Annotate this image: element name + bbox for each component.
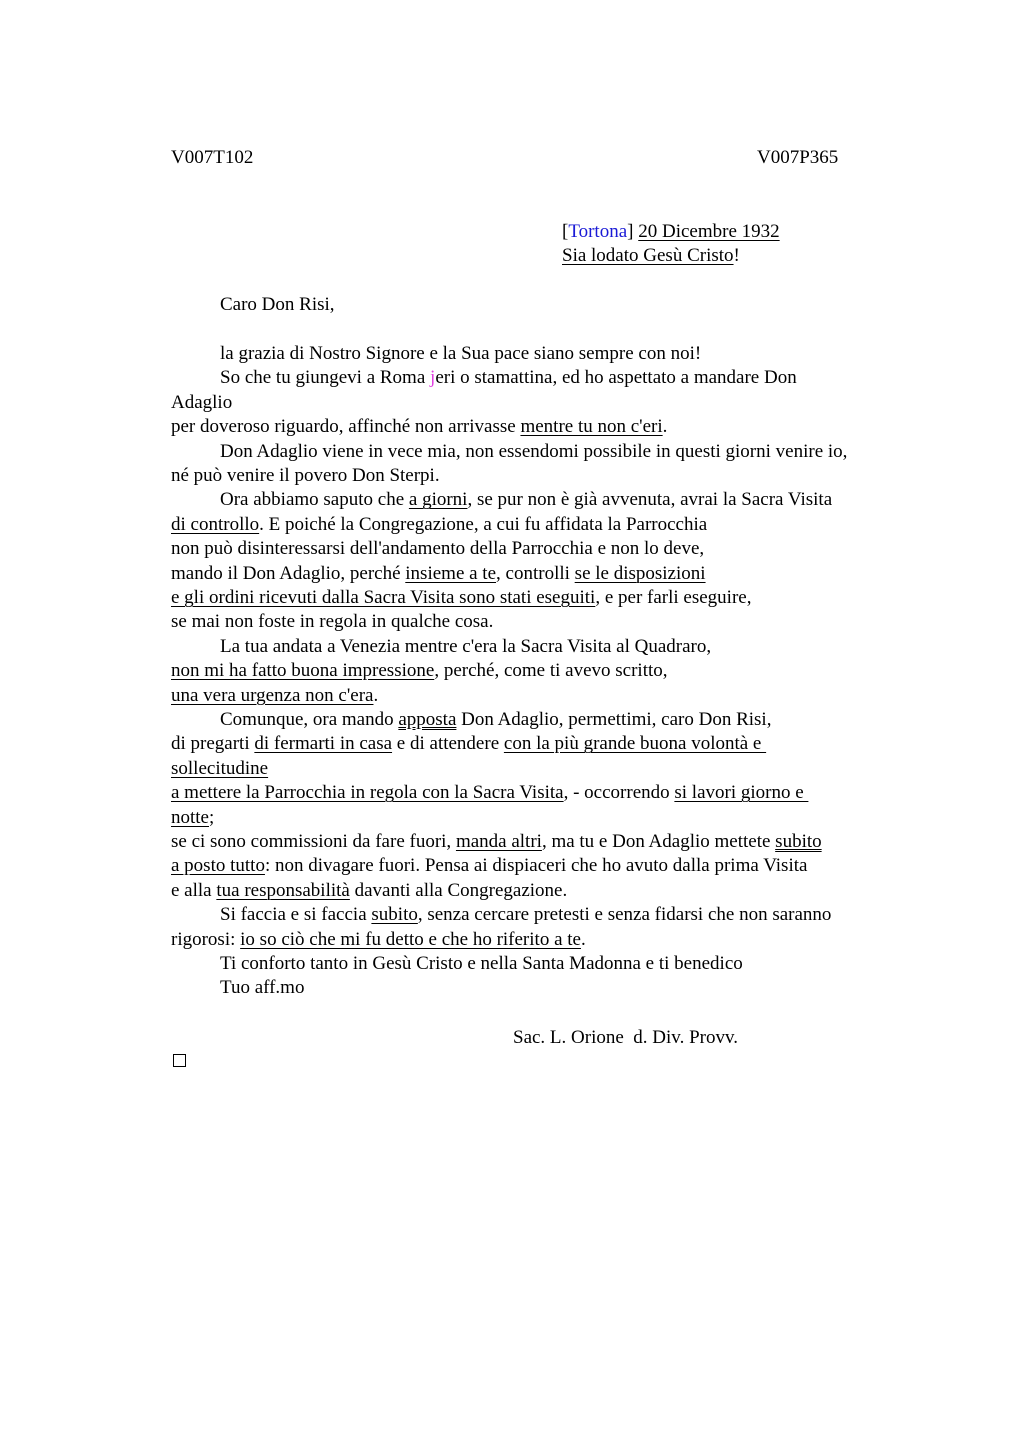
text-run: Tuo aff.mo — [220, 977, 305, 999]
body-line — [171, 732, 766, 756]
text-run: . — [373, 684, 379, 706]
underlined-text: a posto tutto — [171, 855, 265, 877]
body-line — [220, 635, 711, 659]
text-run: di pregarti — [171, 733, 255, 755]
body-line — [171, 830, 822, 854]
text-run: : non divagare fuori. Pensa ai dispiaceri che ho avuto dalla prima Visita — [264, 855, 808, 877]
text-run: Si faccia e si faccia — [220, 904, 372, 926]
body-line — [171, 415, 667, 439]
body-line — [171, 659, 668, 683]
body-line — [171, 879, 567, 903]
underlined-text: si lavori giorno e — [674, 782, 809, 804]
text-run: la grazia di Nostro Signore e la Sua pace siano sempre con noi! — [220, 343, 702, 364]
letter-date: 20 Dicembre 1932 — [638, 221, 780, 242]
text-run: , senza cercare pretesti e senza fidarsi che non saranno — [417, 904, 832, 926]
body-line — [220, 488, 832, 512]
bracket-open: [ — [562, 221, 569, 242]
text-run: se ci sono commissioni da fare fuori, — [171, 831, 456, 852]
underlined-text: di controllo — [171, 513, 260, 535]
underlined-text: a giorni — [408, 489, 468, 511]
text-run: né può venire il povero Don Sterpi. — [171, 465, 440, 486]
greeting-punct: ! — [733, 245, 740, 266]
body-line — [171, 586, 751, 610]
place-name: Tortona — [568, 221, 628, 242]
body-line — [171, 513, 707, 537]
body-line — [171, 684, 378, 708]
body-line — [220, 708, 771, 732]
underlined-text: io so ciò che mi fu detto e che ho riferito a te — [240, 928, 581, 950]
underlined-text: apposta — [398, 709, 457, 730]
body-line — [220, 903, 831, 927]
body-line — [171, 537, 704, 561]
text-run: , - occorrendo — [563, 782, 675, 804]
body-line — [171, 928, 586, 952]
text-run: . — [662, 416, 668, 438]
underlined-text: subito — [371, 904, 418, 926]
text-run: Don Adaglio, permettimi, caro Don Risi, — [456, 709, 772, 730]
underlined-text: insieme a te — [405, 562, 497, 584]
body-line — [171, 806, 214, 830]
body-line — [220, 366, 797, 390]
text-run: , se pur non è già avvenuta, avrai la Sacra Visita — [467, 489, 833, 511]
text-run: , e per farli eseguire, — [595, 587, 752, 608]
empty-square-icon — [173, 1054, 186, 1067]
text-run: , perché, come ti avevo scritto, — [434, 660, 668, 682]
text-run: So che tu giungevi a Roma — [220, 367, 431, 389]
body-line — [220, 342, 701, 366]
underlined-text: notte — [171, 806, 209, 828]
underlined-text: con la più grande buona volontà e — [503, 733, 767, 755]
underlined-text: manda altri — [455, 831, 542, 852]
underlined-text: a mettere la Parrocchia in regola con la Sacra Visita — [171, 782, 564, 804]
greeting-text: Sia lodato Gesù Cristo — [562, 245, 734, 266]
body-line — [220, 440, 847, 464]
text-run: davanti alla Congregazione. — [349, 879, 568, 901]
body-line — [171, 854, 807, 878]
bracket-close: ] — [627, 221, 634, 242]
text-run: se mai non foste in regola in qualche cosa. — [171, 611, 494, 633]
document-code-right: V007P365 — [757, 147, 839, 168]
text-run: mando il Don Adaglio, perché — [171, 562, 406, 584]
text-run: Ora abbiamo saputo che — [220, 489, 409, 511]
text-run: , controlli — [496, 562, 575, 584]
body-line — [171, 464, 440, 488]
text-run: ; — [209, 806, 215, 828]
underlined-text: di fermarti in casa — [254, 733, 393, 755]
text-run: rigorosi: — [171, 928, 241, 950]
text-run: e alla — [171, 879, 217, 901]
underlined-text: una vera urgenza non c'era — [171, 684, 374, 706]
salutation: Caro Don Risi, — [220, 294, 335, 315]
body-line — [171, 562, 706, 586]
dateline — [562, 220, 780, 244]
text-run: La tua andata a Venezia mentre c'era la Sacra Visita al Quadraro, — [220, 635, 712, 657]
text-run: eri o stamattina, ed ho aspettato a mandare Don — [435, 367, 797, 389]
document-code-left: V007T102 — [171, 147, 254, 168]
body-line — [220, 952, 743, 976]
underlined-text: subito — [775, 831, 822, 852]
text-run: Comunque, ora mando — [220, 709, 399, 730]
body-line — [171, 610, 493, 634]
text-run: Adaglio — [171, 391, 233, 413]
body-line — [171, 781, 808, 805]
underlined-text: non mi ha fatto buona impressione — [171, 660, 435, 682]
greeting-line — [562, 244, 740, 268]
text-run: non può disinteressarsi dell'andamento della Parrocchia e non lo deve, — [171, 538, 705, 560]
signature: Sac. L. Orione d. Div. Provv. — [513, 1027, 738, 1048]
text-run: . — [580, 928, 586, 950]
text-run: Don Adaglio viene in vece mia, non essendomi possibile in questi giorni venire io, — [220, 440, 848, 462]
underlined-text: mentre tu non c'eri — [520, 416, 663, 438]
underlined-text: se le disposizioni — [574, 562, 706, 584]
text-run: , ma tu e Don Adaglio mettete — [541, 831, 776, 852]
body-line — [171, 757, 268, 781]
underlined-text: sollecitudine — [171, 757, 269, 779]
body-line — [220, 976, 304, 1000]
text-run: e di attendere — [392, 733, 504, 755]
underlined-text: tua responsabilità — [216, 879, 350, 901]
highlighted-letter: j — [430, 367, 436, 389]
body-line — [171, 391, 232, 415]
text-run: . E poiché la Congregazione, a cui fu affidata la Parrocchia — [259, 513, 708, 535]
text-run: Ti conforto tanto in Gesù Cristo e nella Santa Madonna e ti benedico — [220, 953, 743, 974]
underlined-text: e gli ordini ricevuti dalla Sacra Visita sono stati eseguiti — [171, 587, 596, 608]
text-run: per doveroso riguardo, affinché non arrivasse — [171, 416, 521, 438]
